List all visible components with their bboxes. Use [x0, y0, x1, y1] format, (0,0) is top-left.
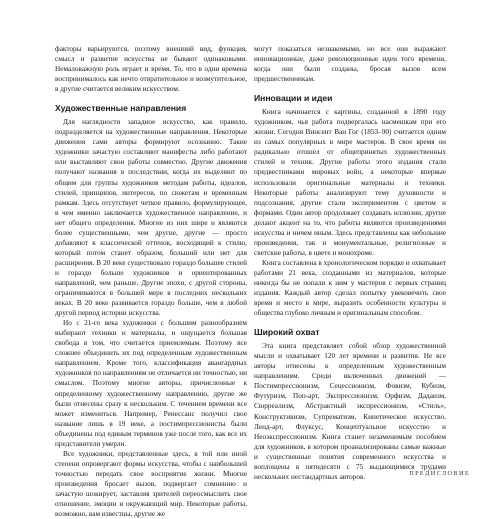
right-column	[254, 44, 446, 482]
movements-paragraph-2: Но с 21-го века художники с большим разнообразием выбирают техники и материалы, и ощущается большая свобода в том, что считается приемлемым. Поэтому все сложнее объединить их под определенным художественным направлением. Кроме того, классификация авангардных художников по направлениям не отличается ни точностью, ни смыслом. Поэтому многие авторы, причисленные к определенному художественному направлению, другие же были отнесены сразу к нескольким. С течением времени все может измениться. Например, Ренессанс получил свое название лишь в 19 веке, а постимпрессионисты были объединены под единым терминов уже после того, как все их представители умерли.	[55, 319, 247, 448]
movements-paragraph-3: Все художники, представленные здесь, в той или иной степени опровергают формы искусства, чтобы с наибольшей точностью передать свое восприятие жизни. Многие произведения бросает вызов, подвергает сомнению и зачастую шокирует, заставляя зрителей переосмыслить свое отношение, эмоции и окружающий мир. Некоторые работы, возможно, вам известны, другие же	[55, 449, 247, 519]
innovations-paragraph-2: Книга составлена в хронологическом порядке и охватывает работами 21 века, созданными из материалов, которые никогда бы не попали к ним у мастеров с первых страниц издания. Каждый автор сделал попытку увековечить свое время и место в мире, выразить особенности культуры и общества глубоко личным и оригинальным способом.	[254, 258, 446, 318]
left-column	[55, 44, 247, 519]
left-intro-paragraph: факторы варьируются, поэтому внешний вид, функция, смысл и развитие искусства не бывают одинаковыми. Немаловажную роль играет и время. То, что в одни времена воспринималось как нечто отвратительное и возмутительное, в другие считается великим искусством.	[55, 45, 247, 94]
heading-wide-scope: Широкий охват	[254, 327, 320, 338]
scope-paragraph: Эта книга представляет собой обзор художественной мысли и охватывает 120 лет времени и развития. Не все авторы отнесены к определенным художественным направлениям. Среди включенных движений — Постимпрессионизм, Сецессионизм, Фовизм, Кубизм, Футуризм, Поп-арт, Экспрессионизм, Орфизм, Дадаизм, Сюрреализм, Абстрактный экспрессионизм, «Стиль», Конструктивизм, Супрематизм, Кинетическое искусство, Ленд-арт, Флуксус, Концептуальное искусство и Неоэкспрессионизм. Книга станет незаменимым пособием для художников, в котором проанализированы самые важные и существенные понятия современного искусства и воплощены в пятидесяти с 75 выдающимися трудами нескольких нестандартных авторов.	[254, 342, 446, 481]
right-intro-paragraph: могут показаться незнакомыми, но все они выражают инновационные, даже революционные идеи того времени, когда они были созданы, бросая вызов всем предшественникам.	[254, 45, 446, 84]
heading-innovations-ideas: Инновации и идеи	[254, 93, 333, 104]
movements-paragraph-1: Для наглядности западное искусство, как правило, подразделяется на художественные направления. Некоторые движения сами авторы формируют осознанно. Такие художники зачастую составляют манифесты либо работают или выставляют свои работы совместно. Другие движения получают названия в последствии, когда их выделяют по общим для группы художников методам работы, идеалов, стилей, принципов, интересов, по сюжетам и временным рамкам. Здесь отсутствует четкое правило, формулирующее, в чем именно заключается художественное направление, и нет общего определения. Многие из них шире и являются более существенными, чем другие, другие — просто добавляют к классической оттенок, восходящий к стилю, который потом станет образом, больший или нет для расширения. В 20 веке существовало гораздо большее стилей и гораздо больше художников и ориентированных направлений, чем раньше. Другие эпохи, с другой стороны, ограничиваются в большей мере в последних нескольких веках. В 20 веке развивается гораздо больше, чем в любой другой период истории искусства.	[55, 118, 247, 318]
innovations-paragraph-1: Книга начинается с картины, созданной в 1890 году художником, чья работа подвергалась насмешкам при его жизни. Сегодня Винсент Ван Гог (1853–90) считается одним из самых популярных в мире мастеров. В свое время он радикально отошел от общепринятых художественных стилей и техник. Другие работы этого издания стали предвестниками мировых войн, а некоторые впервые использовали оригинальные материалы и техники. Некоторые работы анализируют тему духовности и подсознания, другие стали экспериментом с цветом и формами. Один автор продолжает создавать иллюзии, другие делают акцент на то, что работы являются произведениями искусства и ничем иным. Здесь представлены как небольшие произведения, так и монументальные, религиозные и светские работы, в цвете и монохроме.	[254, 108, 446, 257]
heading-art-movements: Художественные направления	[55, 103, 187, 114]
page-footer: ПРЕДИСЛОВИЕ	[409, 470, 470, 477]
